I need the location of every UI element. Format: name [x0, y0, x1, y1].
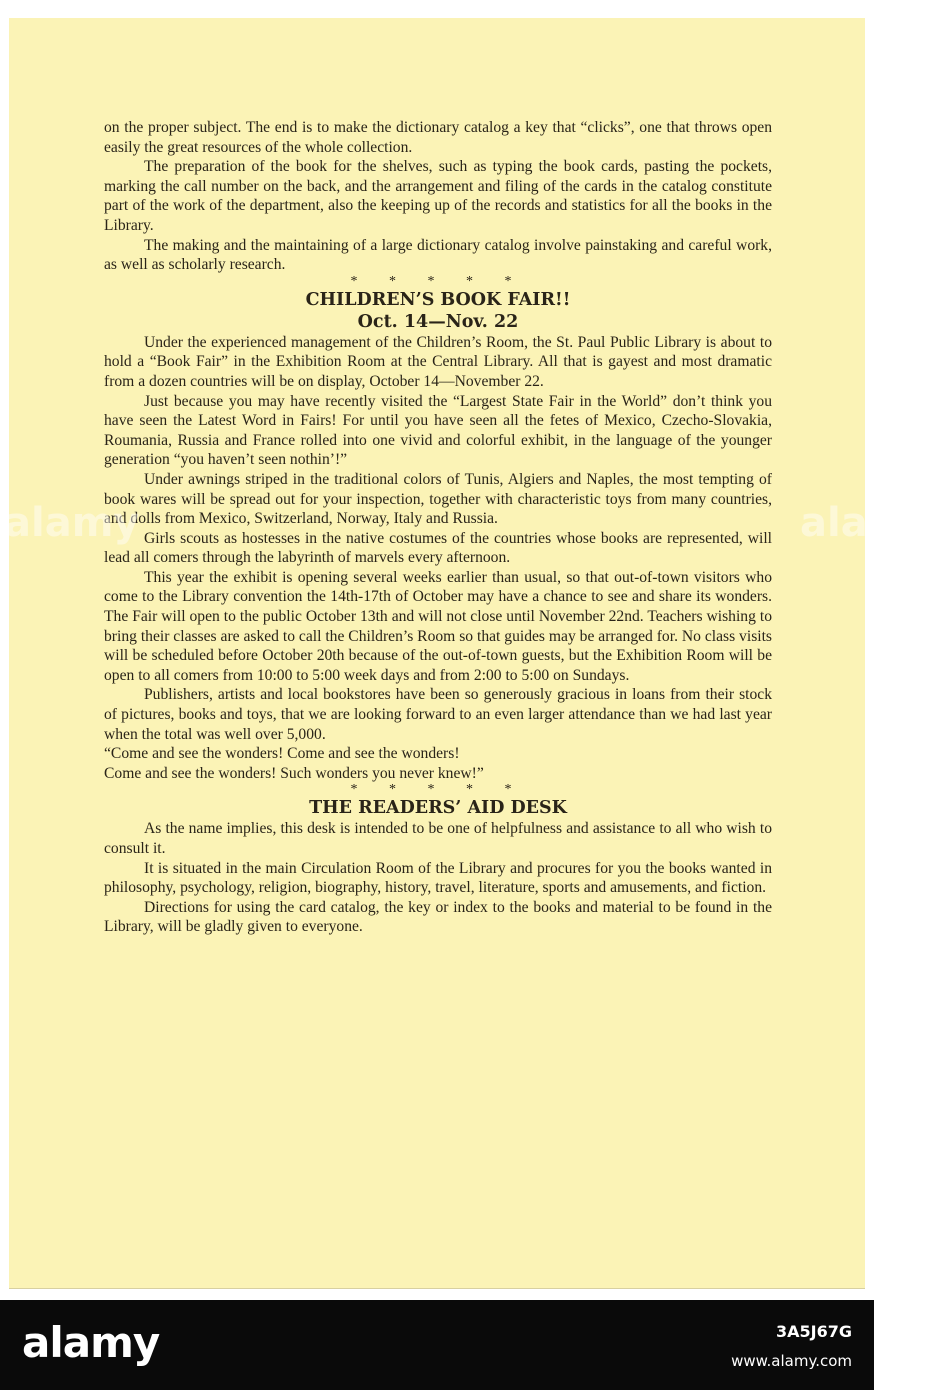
paragraph-fair-intro: Under the experienced management of the Children’s Room, the St. Paul Public Library is about to hold a “Book Fair” in the Exhibition Room at the Central Library. All that is gayest and most dramatic from a dozen countries will be on display, October 14—November 22.: [104, 333, 772, 390]
paragraph-fair-scouts: Girls scouts as hostesses in the native costumes of the countries whose books are represented, will lead all comers through the labyrinth of marvels every afternoon.: [104, 529, 772, 567]
section-separator: * * * * *: [350, 273, 526, 289]
heading-book-fair-dates: Oct. 14—Nov. 22: [357, 311, 519, 332]
watermark-right: alamy: [800, 500, 935, 546]
paragraph-fair-awnings: Under awnings striped in the traditional colors of Tunis, Algiers and Naples, the most tempting of book wares will be spread out for your inspection, together with characteristic toys from many countries, and dolls from Mexico, Switzerland, Norway, Italy and Russia.: [104, 470, 772, 528]
verse-line-1: “Come and see the wonders! Come and see the wonders!: [104, 745, 460, 763]
paragraph-aid-purpose: As the name implies, this desk is intended to be one of helpfulness and assistance to all who wish to consult it.: [104, 820, 772, 857]
site-url[interactable]: www.alamy.com: [731, 1352, 852, 1370]
verse-line-2: Come and see the wonders! Such wonders you never knew!”: [104, 764, 484, 782]
paragraph-aid-directions: Directions for using the card catalog, the key or index to the books and material to be found in the Library, will be gladly given to everyone.: [104, 898, 772, 936]
image-code: 3A5J67G: [776, 1322, 852, 1341]
paragraph-book-preparation: The preparation of the book for the shelves, such as typing the book cards, pasting the pockets, marking the call number on the back, and the arrangement and filing of the cards in the catalog constitute part of the work of the department, also the keeping up of the records and statistics for all the books in the Library.: [104, 158, 772, 234]
paragraph-fair-publishers: Publishers, artists and local bookstores have been so generously gracious in loans from their stock of pictures, books and toys, that we are looking forward to an even larger attendance than we had last year when the total was well over 5,000.: [104, 686, 772, 743]
stock-footer: [0, 1300, 874, 1390]
heading-book-fair: CHILDREN’S BOOK FAIR!!: [305, 289, 571, 310]
document-body: [104, 118, 772, 937]
paragraph-catalog-maintenance: The making and the maintaining of a large dictionary catalog involve painstaking and careful work, as well as scholarly research.: [104, 236, 772, 274]
brand-logo[interactable]: alamy: [22, 1318, 160, 1367]
paragraph-fair-state-fair: Just because you may have recently visited the “Largest State Fair in the World” don’t think you have seen the Latest Word in Fairs! For until you have seen all the fetes of Mexico, Czecho-Slovakia, Roumania, Russia and France rolled into one vivid and colorful exhibit, in the language of the younger generation “you haven’t seen nothin’!”: [104, 392, 772, 469]
heading-readers-aid: THE READERS’ AID DESK: [309, 798, 567, 819]
watermark-left: alamy: [4, 500, 140, 546]
paragraph-aid-location: It is situated in the main Circulation Room of the Library and procures for you the books wanted in philosophy, psychology, religion, biography, history, travel, literature, sports and amusements, and fiction.: [104, 859, 772, 897]
paragraph-fair-schedule: This year the exhibit is opening several weeks earlier than usual, so that out-of-town visitors who come to the Library convention the 14th-17th of October may have a chance to see and share its wonders. The Fair will open to the public October 13th and will not close until November 22nd. Teachers wishing to bring their classes are asked to call the Children’s Room so that guides may be arranged for. No class visits will be scheduled before October 20th because of the out-of-town guests, but the Exhibition Room will be open to all comers from 10:00 to 5:00 week days and from 2:00 to 5:00 on Sundays.: [104, 568, 772, 684]
section-separator-2: * * * * *: [350, 782, 526, 798]
paragraph-catalog-key: on the proper subject. The end is to make the dictionary catalog a key that “clicks”, one that throws open easily the great resources of the whole collection.: [104, 119, 772, 156]
